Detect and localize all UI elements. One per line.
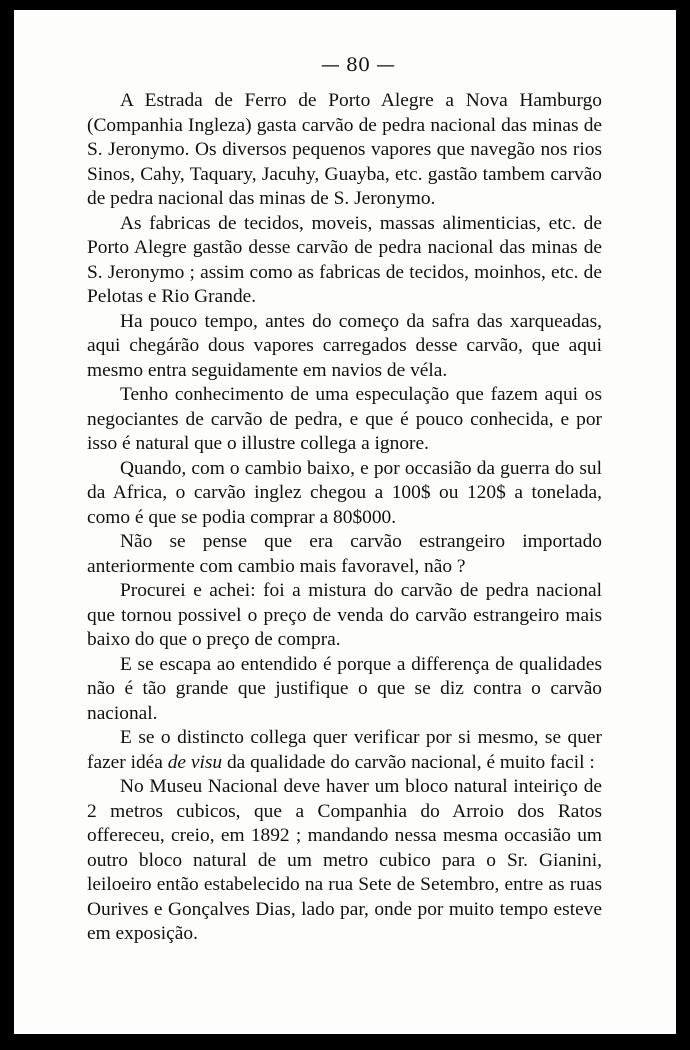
paragraph-mixture: Procurei e achei: foi a mistura do carvão de pedra nacional que tornou possivel o preço de venda do carvão estrangeiro mais baixo do que o preço de compra. xyxy=(87,580,602,650)
page-number: — 80 — xyxy=(320,54,396,76)
book-page xyxy=(14,10,676,1034)
paragraph-verify xyxy=(87,726,602,775)
paragraph-foreign-coal: Não se pense que era carvão estrangeiro importado anteriormente com cambio mais favoravel, não ? xyxy=(87,531,602,577)
paragraph-railway: A Estrada de Ferro de Porto Alegre a Nova Hamburgo (Companhia Ingleza) gasta carvão de pedra nacional das minas de S. Jeronymo. Os diversos pequenos vapores que navegão nos rios Sinos, Cahy, Taquary, Jacuhy, Guayba, etc. gastão tambem carvão de pedra nacional das minas de S. Jeronymo. xyxy=(87,90,602,209)
paragraph-steamers: Ha pouco tempo, antes do começo da safra das xarqueadas, aqui chegárão dous vapores carregados desse carvão, que aqui mesmo entra seguidamente em navios de véla. xyxy=(87,310,602,381)
text-body xyxy=(87,89,602,947)
paragraph-verify-italic: de visu xyxy=(167,751,223,773)
paragraph-exchange-rate: Quando, com o cambio baixo, e por occasião da guerra do sul da Africa, o carvão inglez chegou a 100$ ou 120$ a tonelada, como é que se podia comprar a 80$000. xyxy=(87,457,602,528)
paragraph-verify-start: E se o distincto collega quer verificar por si mesmo, se quer fazer idéa xyxy=(87,727,602,773)
paragraph-verify-end: da qualidade do carvão nacional, é muito facil : xyxy=(222,751,595,773)
paragraph-factories: As fabricas de tecidos, moveis, massas alimenticias, etc. de Porto Alegre gastão desse carvão de pedra nacional das minas de S. Jeronymo ; assim como as fabricas de tecidos, moinhos, etc. de Pelotas e Rio Grande. xyxy=(87,212,602,307)
paragraph-museum: No Museu Nacional deve haver um bloco natural inteiriço de 2 metros cubicos, que a Companhia do Arroio dos Ratos offereceu, creio, em 1892 ; mandando nessa mesma occasião um outro bloco natural de um metro cubico para o Sr. Gianini, leiloeiro então estabelecido na rua Sete de Setembro, entre as ruas Ourives e Gonçalves Dias, lado par, onde por muito tempo esteve em exposição. xyxy=(87,776,602,944)
paragraph-speculation: Tenho conhecimento de uma especulação que fazem aqui os negociantes de carvão de pedra, e que é pouco conhecida, e por isso é natural que o illustre collega a ignore. xyxy=(87,384,602,454)
paragraph-quality: E se escapa ao entendido é porque a differença de qualidades não é tão grande que justifique o que se diz contra o carvão nacional. xyxy=(87,653,602,724)
